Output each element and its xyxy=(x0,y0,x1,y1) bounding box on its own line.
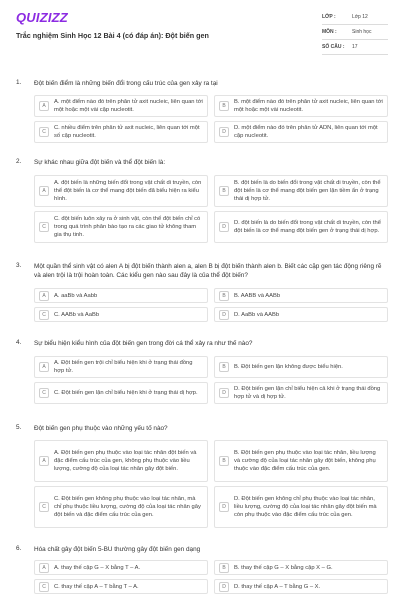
answer-option-c[interactable] xyxy=(34,486,208,528)
option-letter: C xyxy=(39,582,49,592)
answer-option-c[interactable] xyxy=(34,121,208,143)
answer-options xyxy=(34,560,388,594)
answer-options xyxy=(34,288,388,322)
answer-option-b[interactable] xyxy=(214,95,388,117)
meta-label: LỚP : xyxy=(322,14,336,20)
option-text: B. AABB và AABb xyxy=(234,292,281,299)
option-letter: D xyxy=(219,582,229,592)
question-text: Sự biểu hiện kiểu hình của đột biến gen trong đời cá thể xảy ra như thế nào? xyxy=(34,340,253,347)
answer-option-d[interactable] xyxy=(214,486,388,528)
option-letter: B xyxy=(219,362,229,372)
answer-option-d[interactable] xyxy=(214,307,388,322)
option-text: C. Đột biến gen không phụ thuộc vào loại tác nhân, mà chỉ phụ thuộc liều lượng, cường độ của loại tác nhân gây đột biến và đặc điểm cấu trúc của gen. xyxy=(54,496,201,518)
option-text: A. Đột biến gen phụ thuộc vào loại tác nhân đột biến và đặc điểm cấu trúc của gen, không phụ thuộc vào liều lượng, cường độ của loại tác nhân gây đột biến. xyxy=(54,450,197,472)
answer-option-c[interactable] xyxy=(34,382,208,404)
option-letter: A xyxy=(39,186,49,196)
answer-option-d[interactable] xyxy=(214,579,388,594)
option-text: D. đột biến là do biến đổi trong vật chất di truyền, còn thể đột biến là cơ thể mang đột biến gen ở trạng thái dị hợp. xyxy=(234,220,381,234)
answer-option-a[interactable] xyxy=(34,560,208,575)
option-text: B. thay thế cặp G – X bằng cặp X – G. xyxy=(234,564,333,571)
answer-option-b[interactable] xyxy=(214,560,388,575)
question-text: Đột biến điểm là những biến đổi trong cấu trúc của gen xảy ra tại xyxy=(34,80,218,87)
option-text: D. Đột biến gen không chỉ phụ thuộc vào loại tác nhân, liều lượng, cường độ của loại tác nhân gây đột biến mà còn phụ thuộc vào đặc điểm cấu trúc của gen. xyxy=(234,496,377,518)
question-text: Đột biến gen phụ thuộc vào những yếu tố nào? xyxy=(34,425,168,432)
option-letter: D xyxy=(219,388,229,398)
meta-label: SỐ CÂU : xyxy=(322,44,345,50)
meta-value: Lớp 12 xyxy=(352,14,368,20)
answer-option-b[interactable] xyxy=(214,356,388,378)
option-text: B. đột biến là do biến đổi trong vật chất di truyền, còn thể đột biến là cơ thể mang đột biến gen lặn tiềm ẩn ở trạng thái dị hợp tử. xyxy=(234,180,381,202)
meta-value: Sinh học xyxy=(352,29,372,35)
option-text: B. Đột biến gen phụ thuộc vào loại tác nhân, liều lượng và cường độ của loại tác nhân gây đột biến, không phụ thuộc vào đặc điểm cấu trúc của gen. xyxy=(234,450,376,472)
answer-option-a[interactable] xyxy=(34,175,208,207)
option-text: C. Đột biến gen lặn chỉ biểu hiện khi ở trạng thái dị hợp. xyxy=(54,390,198,396)
answer-option-a[interactable] xyxy=(34,440,208,482)
option-letter: C xyxy=(39,222,49,232)
answer-options xyxy=(34,95,388,143)
answer-options xyxy=(34,440,388,528)
option-text: C. nhiều điểm trên phân tử axit nucleic, liên quan tới một số cặp nucleotit. xyxy=(54,125,200,139)
answer-option-a[interactable] xyxy=(34,356,208,378)
answer-option-c[interactable] xyxy=(34,307,208,322)
option-text: D. thay thế cặp A – T bằng G – X. xyxy=(234,583,321,590)
option-text: A. aaBb và Aabb xyxy=(54,292,98,299)
option-letter: B xyxy=(219,186,229,196)
option-text: C. đột biến luôn xảy ra ở sinh vật, còn thể đột biến chỉ có trong quá trình phân bào tạo ra các giao tử không tham gia thụ tinh. xyxy=(54,216,201,238)
option-letter: A xyxy=(39,456,49,466)
answer-option-b[interactable] xyxy=(214,440,388,482)
option-letter: A xyxy=(39,101,49,111)
option-letter: B xyxy=(219,291,229,301)
answer-option-b[interactable] xyxy=(214,288,388,303)
option-letter: B xyxy=(219,563,229,573)
option-text: B. Đột biến gen lặn không được biểu hiện. xyxy=(234,364,343,370)
option-text: A. đột biến là những biến đổi trong vật chất di truyền, còn thể đột biến là cơ thể mang đột biến đã biểu hiện ra kiểu hình. xyxy=(54,180,202,202)
meta-table xyxy=(322,10,388,55)
answer-option-d[interactable] xyxy=(214,211,388,243)
answer-options xyxy=(34,356,388,404)
option-letter: D xyxy=(219,502,229,512)
quizizz-logo: QUIZIZZ xyxy=(16,10,68,25)
question-number: 6. xyxy=(16,545,22,552)
answer-options xyxy=(34,175,388,243)
meta-row-class xyxy=(322,10,388,25)
question-number: 1. xyxy=(16,79,22,86)
option-text: D. một điểm nào đó trên phân tử ADN, liên quan tới một cặp nucleotit. xyxy=(234,125,378,139)
option-text: C. thay thế cặp A – T bằng T – A. xyxy=(54,583,139,590)
answer-option-a[interactable] xyxy=(34,95,208,117)
option-letter: B xyxy=(219,456,229,466)
option-text: B. một điểm nào đó trên phân tử axit nucleic, liên quan tới một hoặc một vài nucleotit. xyxy=(234,99,383,113)
question-number: 4. xyxy=(16,339,22,346)
option-text: A. Đột biến gen trội chỉ biểu hiện khi ở trạng thái đồng hợp tử. xyxy=(54,360,193,374)
option-letter: C xyxy=(39,310,49,320)
answer-option-b[interactable] xyxy=(214,175,388,207)
option-text: A. một điểm nào đó trên phân tử axit nucleic, liên quan tới một hoặc một vài cặp nucleotit. xyxy=(54,99,203,113)
document-title: Trắc nghiệm Sinh Học 12 Bài 4 (có đáp án): Đột biến gen xyxy=(16,31,209,40)
option-letter: A xyxy=(39,362,49,372)
meta-label: MÔN : xyxy=(322,29,337,35)
option-letter: D xyxy=(219,127,229,137)
option-letter: B xyxy=(219,101,229,111)
answer-option-d[interactable] xyxy=(214,121,388,143)
option-letter: D xyxy=(219,310,229,320)
option-text: C. AABb và AaBb xyxy=(54,311,100,318)
option-letter: C xyxy=(39,502,49,512)
answer-option-c[interactable] xyxy=(34,579,208,594)
option-text: D. Đột biến gen lặn chỉ biểu hiện cả khi ở trạng thái đồng hợp tử và dị hợp tử. xyxy=(234,386,381,400)
question-text: Hóa chất gây đột biến 5-BU thường gây đột biến gen dạng xyxy=(34,546,201,553)
option-letter: C xyxy=(39,127,49,137)
question-text: Một quần thể sinh vật có alen A bị đột biến thành alen a, alen B bị đột biến thành alen b. Biết các cặp gen tác động riêng rẽ và alen trội là trội hoàn toàn. Các kiểu gen nào sau đây là của thể đột biến? xyxy=(34,263,382,279)
answer-option-c[interactable] xyxy=(34,211,208,243)
meta-value: 17 xyxy=(352,44,358,50)
answer-option-d[interactable] xyxy=(214,382,388,404)
option-letter: D xyxy=(219,222,229,232)
question-number: 3. xyxy=(16,262,22,269)
meta-row-subject xyxy=(322,25,388,40)
answer-option-a[interactable] xyxy=(34,288,208,303)
question-number: 2. xyxy=(16,158,22,165)
option-text: D. AaBb và AABb xyxy=(234,311,280,318)
document-header xyxy=(0,0,400,70)
question-number: 5. xyxy=(16,424,22,431)
option-letter: A xyxy=(39,291,49,301)
option-text: A. thay thế cặp G – X bằng T – A. xyxy=(54,564,141,571)
question-text: Sự khác nhau giữa đột biến và thể đột biến là: xyxy=(34,159,166,166)
option-letter: A xyxy=(39,563,49,573)
option-letter: C xyxy=(39,388,49,398)
meta-row-count xyxy=(322,40,388,55)
